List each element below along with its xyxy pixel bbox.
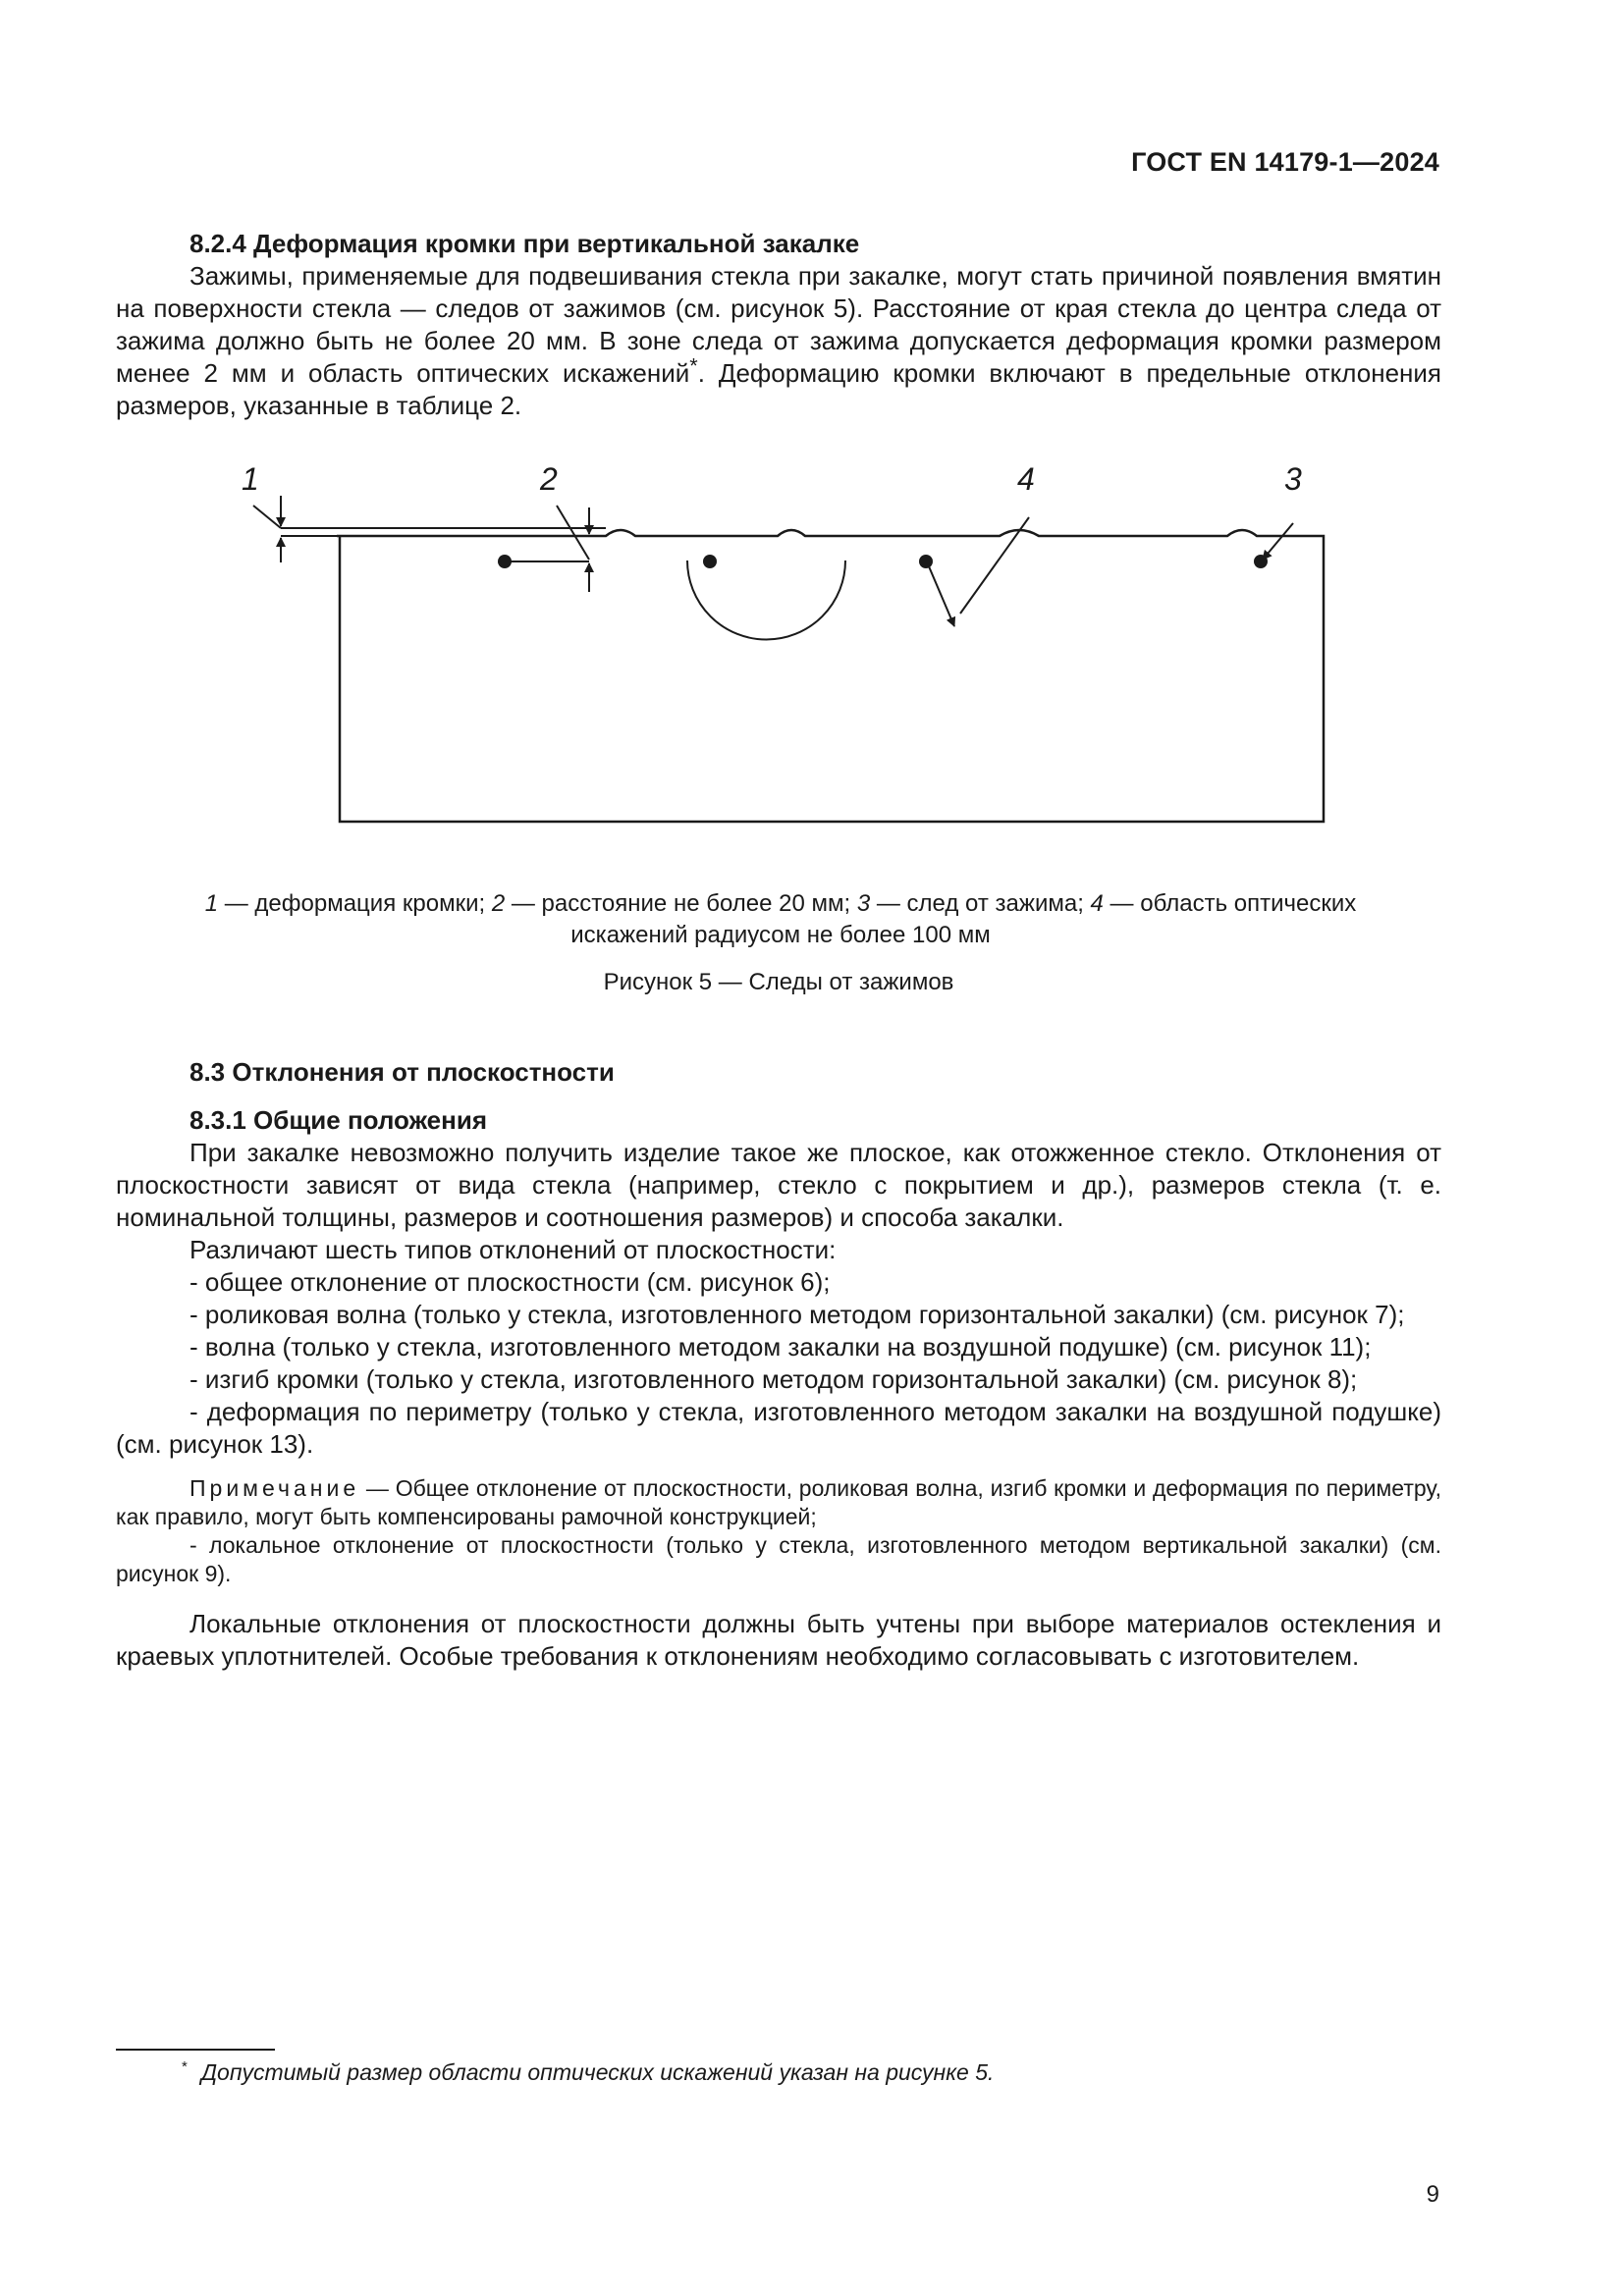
figure-caption: Рисунок 5 — Следы от зажимов	[603, 969, 954, 995]
note-paragraph	[116, 1474, 1441, 1531]
leader-line-2	[557, 506, 589, 560]
clamp-mark-dot	[1254, 555, 1268, 568]
legend-number: 3	[856, 890, 871, 917]
figure-label-3: 3	[1284, 461, 1302, 497]
leader-line-1	[253, 506, 281, 528]
section-heading: 8.3 Отклонения от плоскостности	[189, 1057, 615, 1087]
footnote-mark: *	[182, 2058, 188, 2076]
legend-text: — область оптических искажений радиусом не более 100 мм	[570, 890, 1357, 948]
list-item: - волна (только у стекла, изготовленного методом закалки на воздушной подушке) (см. рисунок 11);	[189, 1332, 1372, 1362]
figure-label-2: 2	[540, 461, 558, 497]
list-item: - общее отклонение от плоскостности (см. рисунок 6);	[189, 1267, 831, 1297]
list-item: - изгиб кромки (только у стекла, изготовленного методом горизонтальной закалки) (см. рисунок 8);	[189, 1364, 1358, 1394]
section-paragraph	[116, 260, 1441, 422]
optical-distortion-arc	[687, 561, 845, 640]
section-paragraph: Локальные отклонения от плоскостности должны быть учтены при выборе материалов остекления и краевых уплотнителей. Особые требования к отклонениям необходимо согласовывать с изготовителем.	[116, 1609, 1441, 1671]
clamp-mark-dot	[703, 555, 717, 568]
leader-line-3	[1263, 523, 1293, 560]
footnote-separator	[116, 2049, 275, 2051]
clamp-mark-dot	[919, 555, 933, 568]
legend-text: — след от зажима;	[870, 890, 1091, 917]
note-label: Примечание	[189, 1475, 360, 1501]
legend-number: 1	[204, 890, 219, 917]
paragraph-text: Зажимы, применяемые для подвешивания стекла при закалке, могут стать причиной появления вмятин на поверхности стекла — следов от зажимов (см. рисунок 5). Расстояние от края стекла до центра следа от зажима должно быть не более 20 мм. В зоне следа от зажима допускается деформация кромки размером менее 2 мм и область оптических искажений	[116, 261, 1441, 388]
figure-label-4: 4	[1017, 461, 1035, 497]
page-number: 9	[1426, 2181, 1439, 2208]
legend-number: 2	[491, 890, 506, 917]
section-paragraph: При закалке невозможно получить изделие такое же плоское, как отожженное стекло. Отклонения от плоскостности зависят от вида стекла (например, стекло с покрытием и др.), размеров стекла (т. е. номинальной толщины, размеров и соотношения размеров) и способа закалки.	[116, 1138, 1441, 1232]
footnote-text: Допустимый размер области оптических искажений указан на рисунке 5.	[200, 2059, 995, 2085]
figure-label-1: 1	[242, 461, 259, 497]
legend-number: 4	[1090, 890, 1104, 917]
list-item: - деформация по периметру (только у стекла, изготовленного методом закалки на воздушной подушке) (см. рисунок 13).	[116, 1397, 1441, 1459]
list-item: - роликовая волна (только у стекла, изготовленного методом горизонтальной закалки) (см. рисунок 7);	[189, 1300, 1405, 1329]
subsection-heading: 8.3.1 Общие положения	[189, 1105, 487, 1135]
document-code-header: ГОСТ EN 14179-1—2024	[1131, 147, 1439, 177]
figure-5-diagram	[116, 447, 1441, 839]
section-8-2-4	[116, 228, 1441, 422]
section-8-3	[116, 1056, 1441, 1673]
clamp-mark-dot	[498, 555, 512, 568]
paragraph-text: . Деформацию кромки включают в предельные отклонения размеров, указанные в таблице 2.	[116, 358, 1441, 420]
figure-legend	[147, 888, 1414, 951]
section-paragraph: Различают шесть типов отклонений от плоскостности:	[189, 1235, 837, 1264]
note-block	[116, 1474, 1441, 1588]
glass-pane-outline	[337, 530, 1324, 822]
radius-arrow	[926, 560, 954, 626]
section-heading: 8.2.4 Деформация кромки при вертикальной закалке	[189, 229, 860, 258]
note-item: - локальное отклонение от плоскостности (только у стекла, изготовленного методом вертикальной закалки) (см. рисунок 9).	[116, 1532, 1441, 1586]
note-text: — Общее отклонение от плоскостности, роликовая волна, изгиб кромки и деформация по периметру, как правило, могут быть компенсированы рамочной конструкцией;	[116, 1475, 1441, 1529]
legend-text: — деформация кромки;	[218, 890, 492, 917]
leader-line-4	[960, 517, 1029, 614]
footnote-reference: *	[689, 352, 698, 378]
legend-text: — расстояние не более 20 мм;	[505, 890, 857, 917]
footnote	[182, 2059, 994, 2086]
